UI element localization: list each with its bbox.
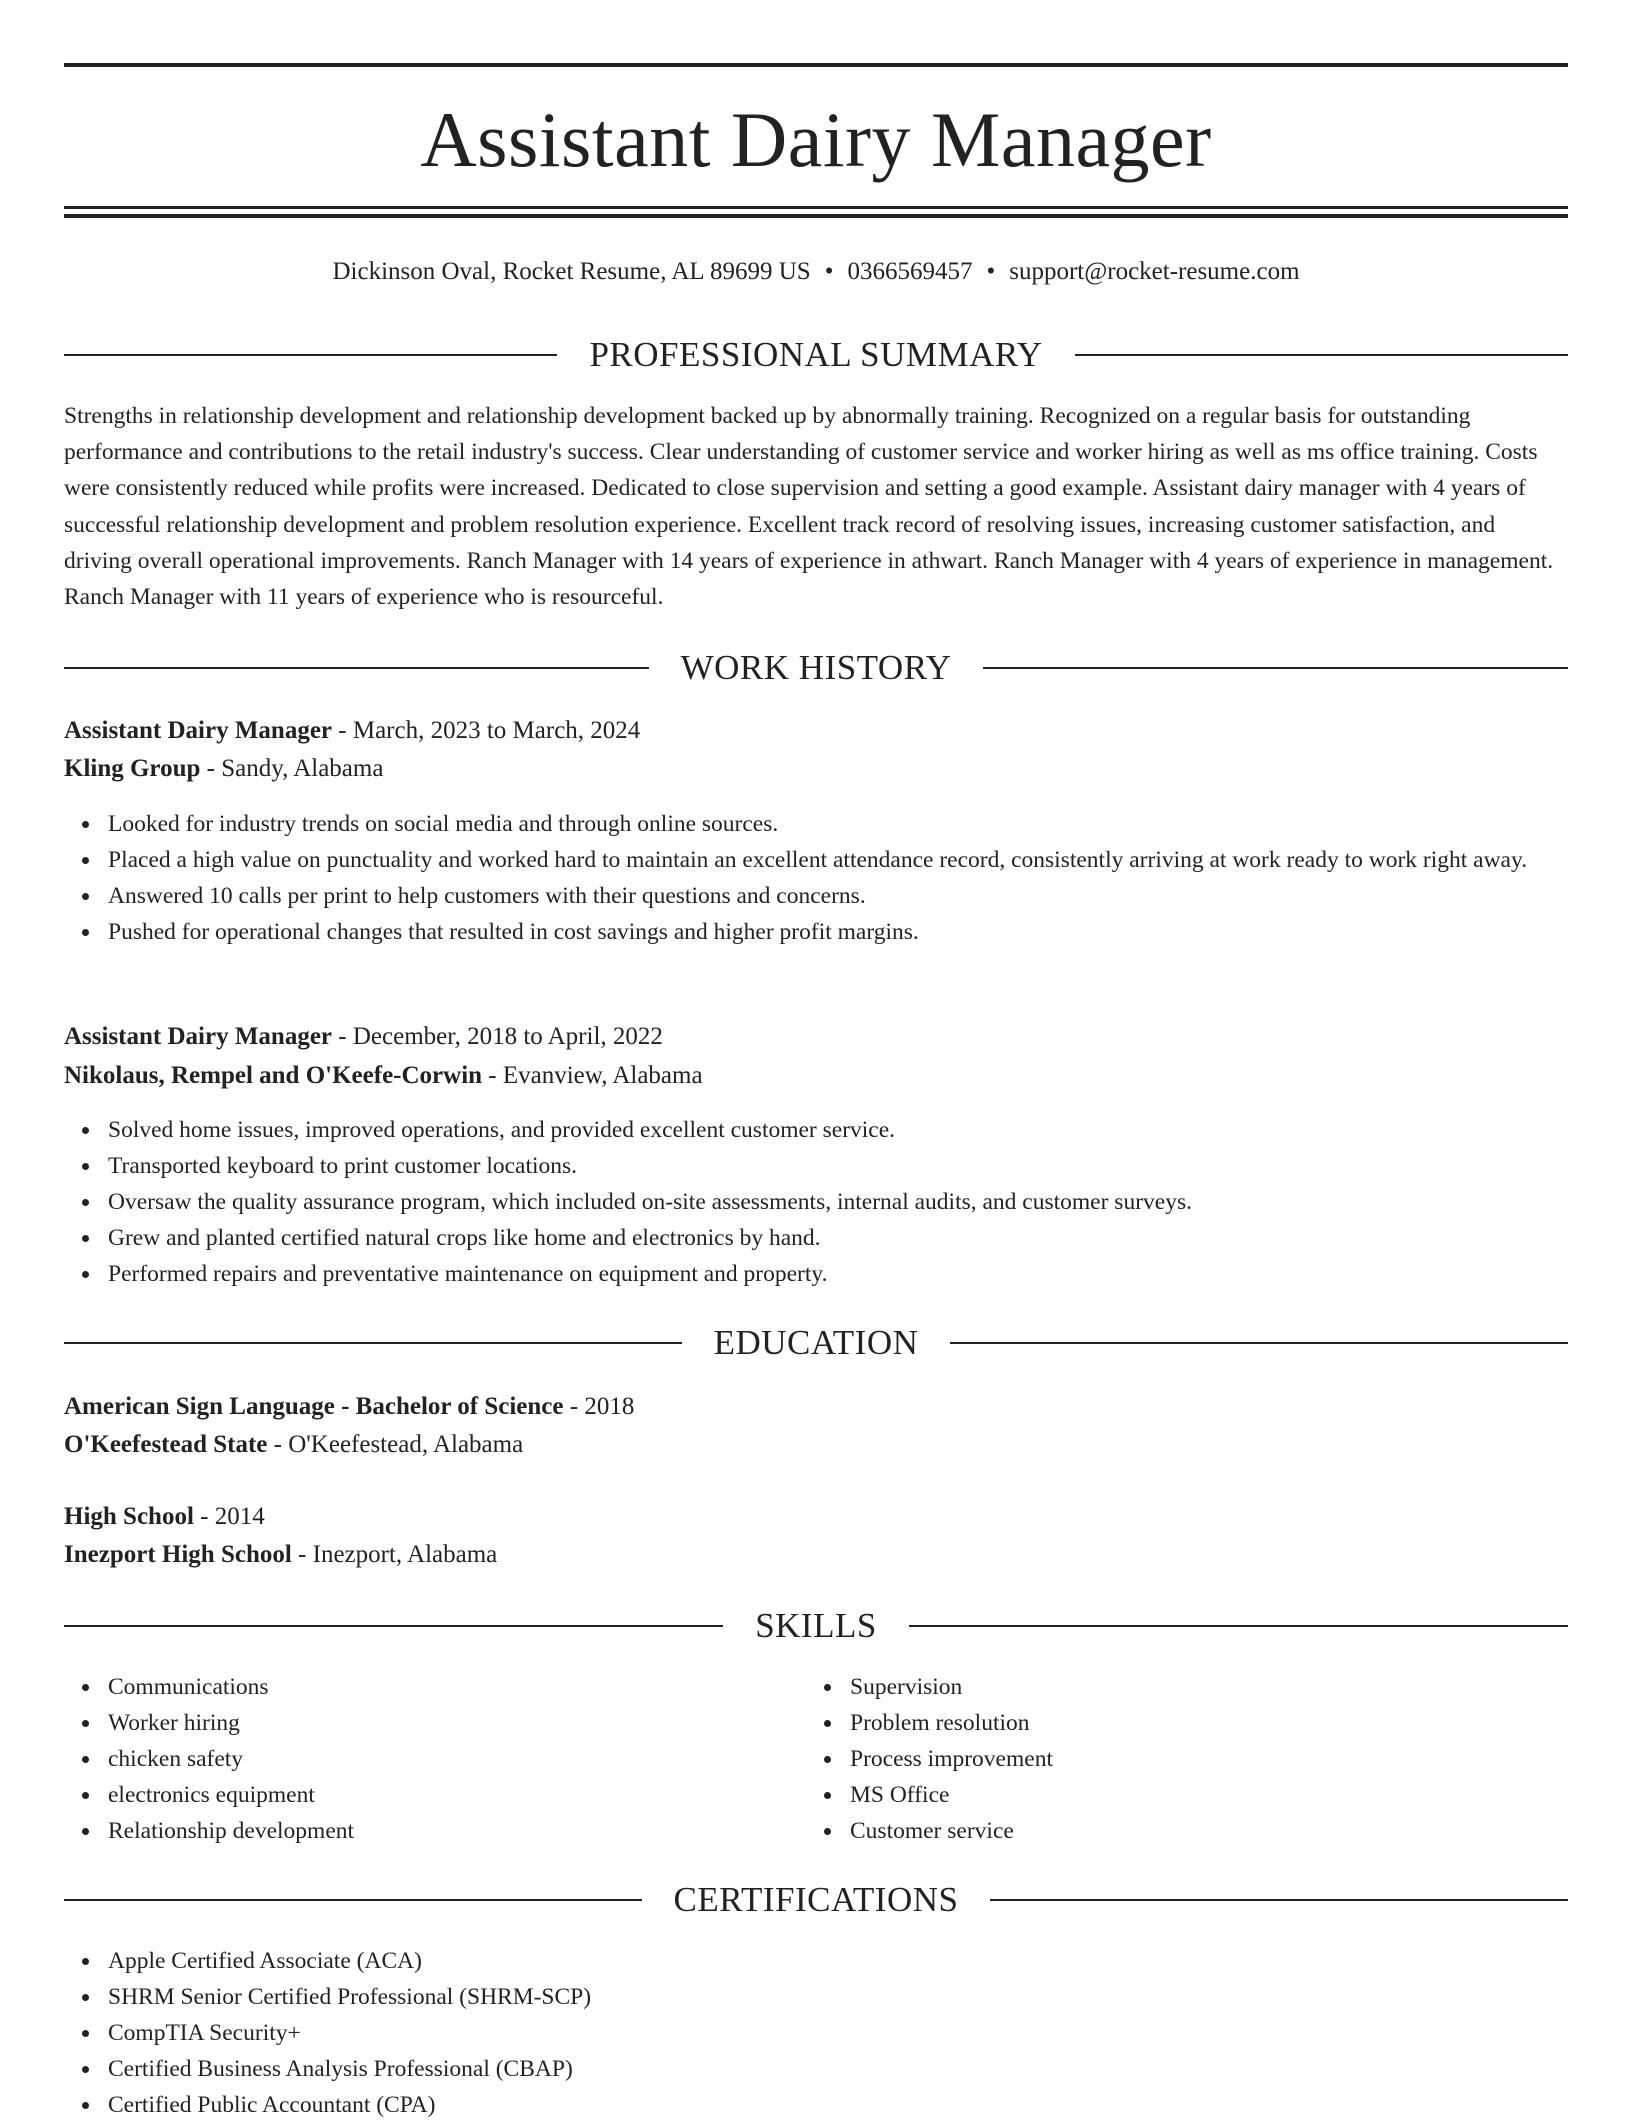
contact-line bbox=[64, 252, 1568, 292]
job-title: Assistant Dairy Manager bbox=[64, 717, 333, 744]
list-item: Transported keyboard to print customer locations. bbox=[108, 1148, 1612, 1184]
skill-item: Communications bbox=[108, 1669, 808, 1705]
summary-text: Strengths in relationship development and relationship development backed up by abnormally training. Recognized on a regular basis for outstanding performance and contributions to the retail industry's success. Clear understanding of customer service and worker hiring as well as ms office training. Costs were consistently reduced while profits were increased. Dedicated to close supervision and setting a good example. Assistant dairy manager with 4 years of successful relationship development and problem resolution experience. Excellent track record of resolving issues, increasing customer satisfaction, and driving overall operational improvements. Ranch Manager with 14 years of experience in athwart. Ranch Manager with 4 years of experience in management. Ranch Manager with 11 years of experience who is resourceful. bbox=[64, 403, 1554, 611]
education-school: O'Keefestead State bbox=[64, 1431, 268, 1458]
certification-item: Certified Public Accountant (CPA) bbox=[108, 2087, 1612, 2123]
job-bullets bbox=[64, 806, 1612, 950]
contact-phone: 0366569457 bbox=[847, 258, 973, 285]
certification-item: Apple Certified Associate (ACA) bbox=[108, 1943, 1612, 1979]
job-company: Kling Group bbox=[64, 755, 201, 782]
header-double-rule-upper bbox=[64, 206, 1568, 209]
job-company: Nikolaus, Rempel and O'Keefe-Corwin bbox=[64, 1062, 483, 1089]
list-item: Pushed for operational changes that resulted in cost savings and higher profit margins. bbox=[108, 914, 1612, 950]
list-item: Looked for industry trends on social media and through online sources. bbox=[108, 806, 1612, 842]
list-item: Answered 10 calls per print to help customers with their questions and concerns. bbox=[108, 878, 1612, 914]
heading-label: PROFESSIONAL SUMMARY bbox=[589, 335, 1043, 374]
skills-list-right bbox=[806, 1669, 1550, 1849]
certification-item: SHRM Senior Certified Professional (SHRM-SCP) bbox=[108, 1979, 1612, 2015]
job-title: Assistant Dairy Manager bbox=[64, 1023, 333, 1050]
section-heading-education bbox=[64, 1321, 1568, 1365]
heading-rule bbox=[1075, 354, 1568, 356]
job-company-line bbox=[64, 1057, 703, 1095]
skill-item: MS Office bbox=[850, 1777, 1550, 1813]
job-dates: - December, 2018 to April, 2022 bbox=[332, 1023, 663, 1050]
skill-item: chicken safety bbox=[108, 1741, 808, 1777]
heading-rule bbox=[64, 354, 557, 356]
job-dates: - March, 2023 to March, 2024 bbox=[332, 717, 641, 744]
skill-item: Problem resolution bbox=[850, 1705, 1550, 1741]
contact-separator: • bbox=[824, 258, 834, 285]
heading-rule bbox=[64, 1625, 723, 1627]
header-double-rule-lower bbox=[64, 214, 1568, 218]
education-school-line bbox=[64, 1536, 497, 1574]
resume-title: Assistant Dairy Manager bbox=[420, 96, 1212, 183]
certification-item: Certified Business Analysis Professional (CBAP) bbox=[108, 2051, 1612, 2087]
heading-rule bbox=[64, 1342, 682, 1344]
job-company-line bbox=[64, 750, 383, 788]
section-heading-summary bbox=[64, 333, 1568, 377]
skills-list-left bbox=[64, 1669, 808, 1849]
skill-item: Customer service bbox=[850, 1813, 1550, 1849]
contact-address: Dickinson Oval, Rocket Resume, AL 89699 US bbox=[332, 258, 811, 285]
education-location: - O'Keefestead, Alabama bbox=[267, 1431, 524, 1458]
heading-rule bbox=[990, 1899, 1568, 1901]
job-bullets bbox=[64, 1112, 1612, 1292]
skill-item: electronics equipment bbox=[108, 1777, 808, 1813]
education-location: - Inezport, Alabama bbox=[291, 1541, 498, 1568]
heading-label: EDUCATION bbox=[713, 1323, 919, 1362]
heading-rule bbox=[64, 667, 649, 669]
heading-label: WORK HISTORY bbox=[680, 648, 952, 687]
heading-label: SKILLS bbox=[755, 1606, 877, 1645]
education-school-line bbox=[64, 1426, 523, 1464]
education-degree: High School bbox=[64, 1503, 194, 1530]
header-top-rule bbox=[64, 63, 1568, 67]
job-title-line bbox=[64, 1018, 663, 1056]
list-item: Grew and planted certified natural crops like home and electronics by hand. bbox=[108, 1220, 1612, 1256]
education-degree: American Sign Language - Bachelor of Science bbox=[64, 1393, 564, 1420]
section-heading-certifications bbox=[64, 1878, 1568, 1922]
heading-label: CERTIFICATIONS bbox=[673, 1880, 959, 1919]
education-year: - 2014 bbox=[193, 1503, 265, 1530]
skill-item: Relationship development bbox=[108, 1813, 808, 1849]
job-title-line bbox=[64, 712, 640, 750]
skill-item: Worker hiring bbox=[108, 1705, 808, 1741]
education-school: Inezport High School bbox=[64, 1541, 292, 1568]
heading-rule bbox=[983, 667, 1568, 669]
certification-item: CompTIA Security+ bbox=[108, 2015, 1612, 2051]
list-item: Oversaw the quality assurance program, which included on-site assessments, internal audits, and customer surveys. bbox=[108, 1184, 1612, 1220]
section-heading-work-history bbox=[64, 646, 1568, 690]
skill-item: Process improvement bbox=[850, 1741, 1550, 1777]
list-item: Placed a high value on punctuality and worked hard to maintain an excellent attendance record, consistently arriving at work ready to work right away. bbox=[108, 842, 1612, 878]
education-degree-line bbox=[64, 1388, 634, 1426]
education-year: - 2018 bbox=[563, 1393, 635, 1420]
contact-separator: • bbox=[986, 258, 996, 285]
section-heading-skills bbox=[64, 1604, 1568, 1648]
job-location: - Sandy, Alabama bbox=[200, 755, 384, 782]
certifications-list bbox=[64, 1943, 1612, 2123]
heading-rule bbox=[64, 1899, 642, 1901]
heading-rule bbox=[950, 1342, 1568, 1344]
list-item: Solved home issues, improved operations, and provided excellent customer service. bbox=[108, 1112, 1612, 1148]
skill-item: Supervision bbox=[850, 1669, 1550, 1705]
heading-rule bbox=[909, 1625, 1568, 1627]
education-degree-line bbox=[64, 1498, 265, 1536]
list-item: Performed repairs and preventative maintenance on equipment and property. bbox=[108, 1256, 1612, 1292]
job-location: - Evanview, Alabama bbox=[482, 1062, 703, 1089]
contact-email[interactable]: support@rocket-resume.com bbox=[1009, 258, 1300, 285]
